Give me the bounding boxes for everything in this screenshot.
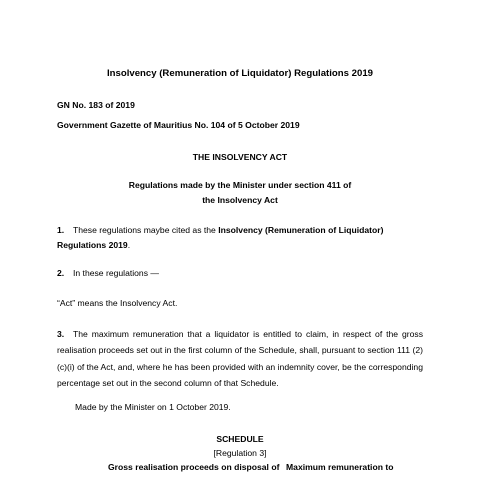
enabling-clause-line-1: Regulations made by the Minister under section 411 of [128, 180, 352, 190]
act-heading: THE INSOLVENCY ACT [192, 152, 288, 162]
regulation-2-text: In these regulations — [73, 268, 159, 278]
gn-number: GN No. 183 of 2019 [57, 100, 135, 110]
schedule-column-1-header: Gross realisation proceeds on disposal of [108, 462, 280, 472]
regulation-1 [57, 225, 423, 251]
regulation-1-citation: Insolvency (Remuneration of Liquidator) [218, 225, 384, 235]
enabling-clause-line-2: the Insolvency Act [202, 194, 278, 205]
regulation-1-text-a: These regulations maybe cited as the [73, 225, 219, 235]
document-title: Insolvency (Remuneration of Liquidator) Regulations 2019 [106, 68, 373, 79]
regulation-1-citation-year: Regulations 2019 [57, 239, 128, 250]
gazette-reference: Government Gazette of Mauritius No. 104 of 5 October 2019 [57, 120, 300, 130]
regulation-2-number: 2. [57, 268, 65, 278]
regulation-2 [57, 268, 423, 280]
regulation-3 [57, 326, 423, 391]
made-on-date: Made by the Minister on 1 October 2019. [75, 402, 231, 412]
schedule-heading: SCHEDULE [216, 434, 264, 444]
schedule-reference: [Regulation 3] [213, 448, 267, 458]
regulation-3-number: 3. [57, 329, 65, 339]
definition-act: “Act” means the Insolvency Act. [57, 298, 178, 308]
regulation-1-number: 1. [57, 225, 65, 235]
regulation-3-text: The maximum remuneration that a liquidator is entitled to claim, in respect of the gross realisation proceeds set out in the first column of the Schedule, shall, pursuant to section 111 (2)(c)(i) of the Act, and, where he has been provided with an indemnity cover, be the corresponding percentage set out in the second column of that Schedule. [57, 329, 423, 388]
schedule-column-2-header: Maximum remuneration to [286, 462, 394, 472]
regulation-1-period: . [127, 239, 131, 250]
enabling-clause [57, 180, 423, 206]
